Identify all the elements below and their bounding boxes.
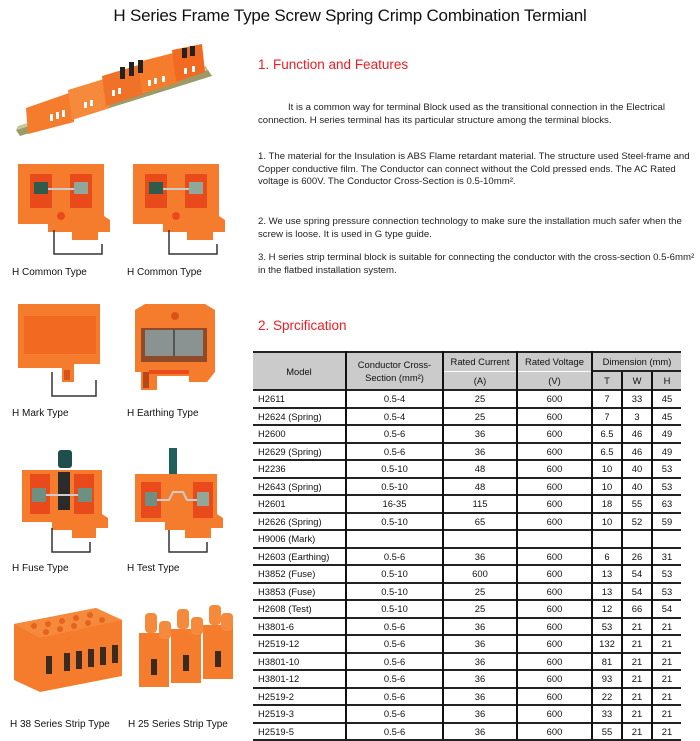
current-cell: 36 bbox=[443, 635, 517, 653]
dim-h-cell: 31 bbox=[652, 548, 681, 566]
feature-point-1: 1. The material for the Insulation is ABS Flame retardant material. The structure used Steel-frame and Copper conductive film. The Conductor can connect without the Cold pressed ends. The AC Rated voltage is 600V. The Conductor Cross-Section is 0.5-10mm². bbox=[258, 151, 690, 188]
dim-w-cell: 33 bbox=[622, 390, 652, 408]
dim-w-cell: 21 bbox=[622, 723, 652, 741]
model-cell: H2236 bbox=[253, 460, 346, 478]
section-cell: 0.5-4 bbox=[346, 390, 443, 408]
model-cell: H3801-10 bbox=[253, 653, 346, 671]
section-heading-specification: 2. Sprcification bbox=[258, 318, 347, 333]
voltage-cell: 600 bbox=[517, 443, 592, 461]
col-header-model: Model bbox=[253, 352, 346, 390]
section-cell: 16-35 bbox=[346, 495, 443, 513]
voltage-cell bbox=[517, 530, 592, 548]
col-header-t: T bbox=[592, 371, 622, 390]
current-cell: 48 bbox=[443, 460, 517, 478]
dim-h-cell: 21 bbox=[652, 618, 681, 636]
caption-fuse-type: H Fuse Type bbox=[12, 563, 69, 574]
dim-t-cell: 12 bbox=[592, 600, 622, 618]
dim-t-cell: 18 bbox=[592, 495, 622, 513]
voltage-cell: 600 bbox=[517, 653, 592, 671]
current-cell: 65 bbox=[443, 513, 517, 531]
dim-t-cell: 13 bbox=[592, 583, 622, 601]
dim-w-cell: 55 bbox=[622, 495, 652, 513]
table-row bbox=[253, 635, 681, 653]
current-cell bbox=[443, 530, 517, 548]
col-header-w: W bbox=[622, 371, 652, 390]
current-cell: 25 bbox=[443, 408, 517, 426]
fuse-type-image bbox=[12, 448, 112, 558]
table-row bbox=[253, 530, 681, 548]
voltage-cell: 600 bbox=[517, 408, 592, 426]
table-row bbox=[253, 390, 681, 408]
voltage-cell: 600 bbox=[517, 548, 592, 566]
dim-w-cell: 21 bbox=[622, 705, 652, 723]
dim-w-cell: 54 bbox=[622, 565, 652, 583]
current-cell: 36 bbox=[443, 618, 517, 636]
col-header-cross-section bbox=[346, 352, 443, 390]
current-cell: 36 bbox=[443, 653, 517, 671]
table-row bbox=[253, 705, 681, 723]
section-cell: 0.5-10 bbox=[346, 600, 443, 618]
table-row bbox=[253, 408, 681, 426]
col-header-dimension: Dimension (mm) bbox=[592, 352, 681, 371]
current-cell: 25 bbox=[443, 583, 517, 601]
section-cell: 0.5-10 bbox=[346, 513, 443, 531]
table-row bbox=[253, 513, 681, 531]
model-cell: H9006 (Mark) bbox=[253, 530, 346, 548]
model-cell: H2626 (Spring) bbox=[253, 513, 346, 531]
dim-w-cell: 21 bbox=[622, 670, 652, 688]
caption-common-type-1: H Common Type bbox=[12, 267, 87, 278]
current-cell: 48 bbox=[443, 478, 517, 496]
section-cell: 0.5-10 bbox=[346, 583, 443, 601]
dim-w-cell: 46 bbox=[622, 425, 652, 443]
dim-t-cell: 132 bbox=[592, 635, 622, 653]
mark-type-image bbox=[14, 302, 104, 402]
voltage-cell: 600 bbox=[517, 583, 592, 601]
section-cell: 0.5-6 bbox=[346, 723, 443, 741]
caption-h38-strip-type: H 38 Series Strip Type bbox=[10, 719, 110, 730]
voltage-cell: 600 bbox=[517, 618, 592, 636]
model-cell: H2608 (Test) bbox=[253, 600, 346, 618]
current-cell: 36 bbox=[443, 425, 517, 443]
current-cell: 36 bbox=[443, 723, 517, 741]
model-cell: H2601 bbox=[253, 495, 346, 513]
voltage-cell: 600 bbox=[517, 635, 592, 653]
dim-t-cell: 93 bbox=[592, 670, 622, 688]
dim-h-cell: 53 bbox=[652, 460, 681, 478]
feature-point-2: 2. We use spring pressure connection technology to make sure the installation much safer when the screw is loose. It is used in G type guide. bbox=[258, 216, 682, 240]
section-heading-features: 1. Function and Features bbox=[258, 57, 409, 72]
model-cell: H2643 (Spring) bbox=[253, 478, 346, 496]
col-header-h: H bbox=[652, 371, 681, 390]
dim-t-cell: 10 bbox=[592, 460, 622, 478]
dim-t-cell: 13 bbox=[592, 565, 622, 583]
voltage-cell: 600 bbox=[517, 425, 592, 443]
voltage-cell: 600 bbox=[517, 705, 592, 723]
dim-t-cell: 55 bbox=[592, 723, 622, 741]
common-type-image-2 bbox=[127, 160, 227, 260]
caption-common-type-2: H Common Type bbox=[127, 267, 202, 278]
dim-w-cell: 21 bbox=[622, 618, 652, 636]
caption-mark-type: H Mark Type bbox=[12, 408, 69, 419]
col-header-cross-section-line1: Conductor Cross- bbox=[357, 359, 432, 370]
section-cell: 0.5-6 bbox=[346, 653, 443, 671]
table-row bbox=[253, 548, 681, 566]
dim-w-cell: 3 bbox=[622, 408, 652, 426]
dim-h-cell: 54 bbox=[652, 600, 681, 618]
col-header-voltage-unit: (V) bbox=[517, 371, 592, 390]
voltage-cell: 600 bbox=[517, 478, 592, 496]
dim-w-cell: 21 bbox=[622, 688, 652, 706]
dim-t-cell: 81 bbox=[592, 653, 622, 671]
dim-t-cell bbox=[592, 530, 622, 548]
voltage-cell: 600 bbox=[517, 670, 592, 688]
model-cell: H3852 (Fuse) bbox=[253, 565, 346, 583]
model-cell: H2519-5 bbox=[253, 723, 346, 741]
dim-h-cell: 21 bbox=[652, 705, 681, 723]
earthing-type-image bbox=[127, 302, 222, 402]
caption-earthing-type: H Earthing Type bbox=[127, 408, 199, 419]
current-cell: 25 bbox=[443, 600, 517, 618]
section-cell: 0.5-6 bbox=[346, 688, 443, 706]
dim-t-cell: 33 bbox=[592, 705, 622, 723]
voltage-cell: 600 bbox=[517, 600, 592, 618]
table-row bbox=[253, 688, 681, 706]
dim-h-cell: 21 bbox=[652, 635, 681, 653]
dim-h-cell: 49 bbox=[652, 443, 681, 461]
dim-w-cell: 40 bbox=[622, 478, 652, 496]
din-rail-assembly-image bbox=[12, 42, 212, 142]
current-cell: 36 bbox=[443, 443, 517, 461]
section-cell: 0.5-6 bbox=[346, 618, 443, 636]
section-cell: 0.5-6 bbox=[346, 705, 443, 723]
current-cell: 115 bbox=[443, 495, 517, 513]
dim-w-cell: 54 bbox=[622, 583, 652, 601]
dim-h-cell: 21 bbox=[652, 670, 681, 688]
voltage-cell: 600 bbox=[517, 565, 592, 583]
dim-w-cell: 26 bbox=[622, 548, 652, 566]
dim-h-cell: 45 bbox=[652, 390, 681, 408]
dim-h-cell: 21 bbox=[652, 653, 681, 671]
col-header-rated-voltage: Rated Voltage bbox=[517, 352, 592, 371]
table-row bbox=[253, 478, 681, 496]
dim-t-cell: 10 bbox=[592, 478, 622, 496]
caption-test-type: H Test Type bbox=[127, 563, 180, 574]
table-row bbox=[253, 443, 681, 461]
dim-h-cell bbox=[652, 530, 681, 548]
table-row bbox=[253, 565, 681, 583]
table-row bbox=[253, 670, 681, 688]
section-cell: 0.5-6 bbox=[346, 425, 443, 443]
current-cell: 36 bbox=[443, 705, 517, 723]
h25-strip-type-image bbox=[135, 605, 235, 690]
model-cell: H2519-12 bbox=[253, 635, 346, 653]
table-row bbox=[253, 723, 681, 741]
dim-h-cell: 53 bbox=[652, 565, 681, 583]
dim-w-cell: 21 bbox=[622, 635, 652, 653]
h38-strip-type-image bbox=[12, 598, 124, 694]
dim-t-cell: 7 bbox=[592, 390, 622, 408]
section-cell: 0.5-10 bbox=[346, 460, 443, 478]
voltage-cell: 600 bbox=[517, 495, 592, 513]
section-cell: 0.5-6 bbox=[346, 548, 443, 566]
col-header-current-unit: (A) bbox=[443, 371, 517, 390]
current-cell: 36 bbox=[443, 670, 517, 688]
dim-h-cell: 21 bbox=[652, 688, 681, 706]
section-cell: 0.5-6 bbox=[346, 670, 443, 688]
dim-t-cell: 22 bbox=[592, 688, 622, 706]
table-row bbox=[253, 425, 681, 443]
dim-t-cell: 6.5 bbox=[592, 443, 622, 461]
page-title: H Series Frame Type Screw Spring Crimp Combination Termianl bbox=[113, 6, 587, 25]
table-row bbox=[253, 618, 681, 636]
intro-paragraph: It is a common way for terminal Block used as the transitional connection in the Electrical connection. H series terminal has its particular structure among the terminal blocks. bbox=[258, 102, 665, 126]
model-cell: H2624 (Spring) bbox=[253, 408, 346, 426]
table-row bbox=[253, 583, 681, 601]
current-cell: 25 bbox=[443, 390, 517, 408]
col-header-cross-section-line2: Section (mm²) bbox=[365, 372, 424, 383]
dim-w-cell: 66 bbox=[622, 600, 652, 618]
section-cell: 0.5-10 bbox=[346, 565, 443, 583]
dim-h-cell: 63 bbox=[652, 495, 681, 513]
model-cell: H3853 (Fuse) bbox=[253, 583, 346, 601]
dim-t-cell: 7 bbox=[592, 408, 622, 426]
dim-t-cell: 6.5 bbox=[592, 425, 622, 443]
specification-table bbox=[253, 351, 681, 741]
dim-w-cell: 46 bbox=[622, 443, 652, 461]
common-type-image-1 bbox=[12, 160, 112, 260]
dim-t-cell: 6 bbox=[592, 548, 622, 566]
voltage-cell: 600 bbox=[517, 390, 592, 408]
dim-w-cell: 52 bbox=[622, 513, 652, 531]
section-cell: 0.5-10 bbox=[346, 478, 443, 496]
section-cell: 0.5-4 bbox=[346, 408, 443, 426]
current-cell: 36 bbox=[443, 548, 517, 566]
dim-h-cell: 59 bbox=[652, 513, 681, 531]
model-cell: H2600 bbox=[253, 425, 346, 443]
dim-t-cell: 10 bbox=[592, 513, 622, 531]
model-cell: H2519-3 bbox=[253, 705, 346, 723]
dim-h-cell: 45 bbox=[652, 408, 681, 426]
table-row bbox=[253, 600, 681, 618]
table-row bbox=[253, 653, 681, 671]
caption-h25-strip-type: H 25 Series Strip Type bbox=[128, 719, 228, 730]
dim-t-cell: 53 bbox=[592, 618, 622, 636]
model-cell: H2519-2 bbox=[253, 688, 346, 706]
dim-w-cell bbox=[622, 530, 652, 548]
table-row bbox=[253, 495, 681, 513]
section-cell: 0.5-6 bbox=[346, 635, 443, 653]
current-cell: 600 bbox=[443, 565, 517, 583]
voltage-cell: 600 bbox=[517, 688, 592, 706]
dim-w-cell: 40 bbox=[622, 460, 652, 478]
dim-h-cell: 53 bbox=[652, 583, 681, 601]
model-cell: H2611 bbox=[253, 390, 346, 408]
model-cell: H2629 (Spring) bbox=[253, 443, 346, 461]
section-cell bbox=[346, 530, 443, 548]
current-cell: 36 bbox=[443, 688, 517, 706]
dim-h-cell: 21 bbox=[652, 723, 681, 741]
model-cell: H2603 (Earthing) bbox=[253, 548, 346, 566]
section-cell: 0.5-6 bbox=[346, 443, 443, 461]
dim-w-cell: 21 bbox=[622, 653, 652, 671]
dim-h-cell: 53 bbox=[652, 478, 681, 496]
voltage-cell: 600 bbox=[517, 723, 592, 741]
model-cell: H3801-6 bbox=[253, 618, 346, 636]
feature-point-3: 3. H series strip terminal block is suitable for connecting the conductor with the cross-section 0.5-6mm² in the flatbed installation system. bbox=[258, 252, 695, 276]
specification-table-body bbox=[253, 390, 681, 740]
voltage-cell: 600 bbox=[517, 460, 592, 478]
model-cell: H3801-12 bbox=[253, 670, 346, 688]
voltage-cell: 600 bbox=[517, 513, 592, 531]
dim-h-cell: 49 bbox=[652, 425, 681, 443]
col-header-rated-current: Rated Current bbox=[443, 352, 517, 371]
table-row bbox=[253, 460, 681, 478]
test-type-image bbox=[127, 448, 227, 558]
